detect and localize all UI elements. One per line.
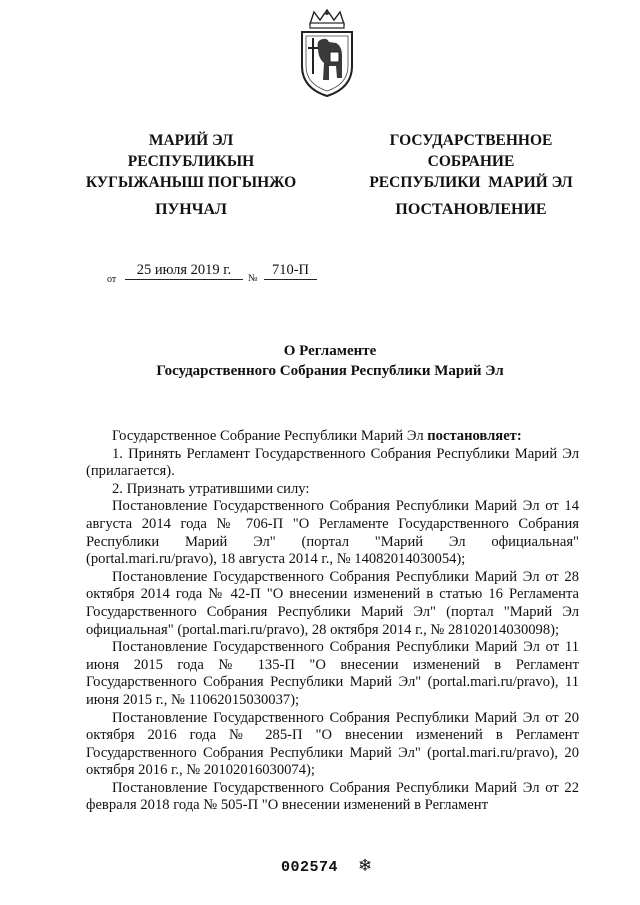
number-prefix: № bbox=[248, 273, 258, 284]
header-left-line: МАРИЙ ЭЛ bbox=[148, 132, 234, 149]
header-right-block bbox=[346, 130, 596, 193]
body-paragraph: Постановление Государственного Собрания Республики Марий Эл от 28 октября 2014 года № 42-П "О внесении изменений в статью 16 Регламента Государственного Собрания Республики Марий Эл" (портал "Марий Эл официальная" (portal.mari.ru/pravo), 28 октября 2014 г., № 28102014030098); bbox=[86, 568, 579, 638]
header-left-line: КУГЫЖАНЫШ ПОГЫНЖО bbox=[85, 174, 297, 191]
body-paragraph: Постановление Государственного Собрания Республики Марий Эл от 22 февраля 2018 года № 505-П "О внесении изменений в Регламент bbox=[86, 779, 579, 814]
document-body bbox=[86, 428, 579, 815]
footer-serial-block bbox=[281, 856, 373, 876]
body-paragraph: Постановление Государственного Собрания Республики Марий Эл от 14 августа 2014 года № 706-П "О Регламенте Государственного Собрания Республики Марий Эл" (портал "Марий Эл официальная" (portal.mari.ru/pravo), 18 августа 2014 г., № 14082014030054); bbox=[86, 498, 579, 568]
document-date: 25 июля 2019 г. bbox=[125, 262, 243, 280]
header-right-line: РЕСПУБЛИКИ МАРИЙ ЭЛ bbox=[369, 174, 573, 191]
header-right-line: ГОСУДАРСТВЕННОЕ bbox=[389, 132, 553, 149]
body-paragraph: 1. Принять Регламент Государственного Собрания Республики Марий Эл (прилагается). bbox=[86, 445, 579, 480]
date-prefix: от bbox=[107, 274, 117, 285]
title-line-1: О Регламенте bbox=[283, 343, 377, 359]
title-line-2: Государственного Собрания Республики Марий Эл bbox=[156, 363, 504, 379]
header-left-line: РЕСПУБЛИКЫН bbox=[127, 153, 255, 170]
coat-of-arms-icon bbox=[296, 8, 358, 100]
document-number: 710-П bbox=[264, 262, 317, 280]
header-left-block bbox=[66, 130, 316, 193]
header-right-line: СОБРАНИЕ bbox=[427, 153, 515, 170]
document-title bbox=[60, 341, 600, 381]
intro-bold: постановляет: bbox=[427, 428, 522, 444]
document-kind-russian: ПОСТАНОВЛЕНИЕ bbox=[395, 201, 547, 218]
body-paragraph: 2. Признать утратившими силу: bbox=[112, 480, 310, 497]
serial-number: 002574 bbox=[281, 859, 339, 876]
document-kind-mari: ПУНЧАЛ bbox=[155, 201, 227, 218]
intro-text: Государственное Собрание Республики Марий Эл bbox=[112, 428, 428, 444]
date-number-row bbox=[107, 262, 367, 292]
intro-paragraph bbox=[86, 428, 579, 446]
body-paragraph: Постановление Государственного Собрания Республики Марий Эл от 20 октября 2016 года № 285-П "О внесении изменений в Регламент Государственного Собрания Республики Марий Эл" (portal.mari.ru/pravo), 20 октября 2016 г., № 20102016030074); bbox=[86, 709, 579, 779]
body-paragraph: Постановление Государственного Собрания Республики Марий Эл от 11 июня 2015 года № 135-П "О внесении изменений в Регламент Государственного Собрания Республики Марий Эл" (portal.mari.ru/pravo), 11 июня 2015 г., № 11062015030037); bbox=[86, 639, 579, 708]
snowflake-mark-icon: ❄ bbox=[358, 856, 373, 876]
